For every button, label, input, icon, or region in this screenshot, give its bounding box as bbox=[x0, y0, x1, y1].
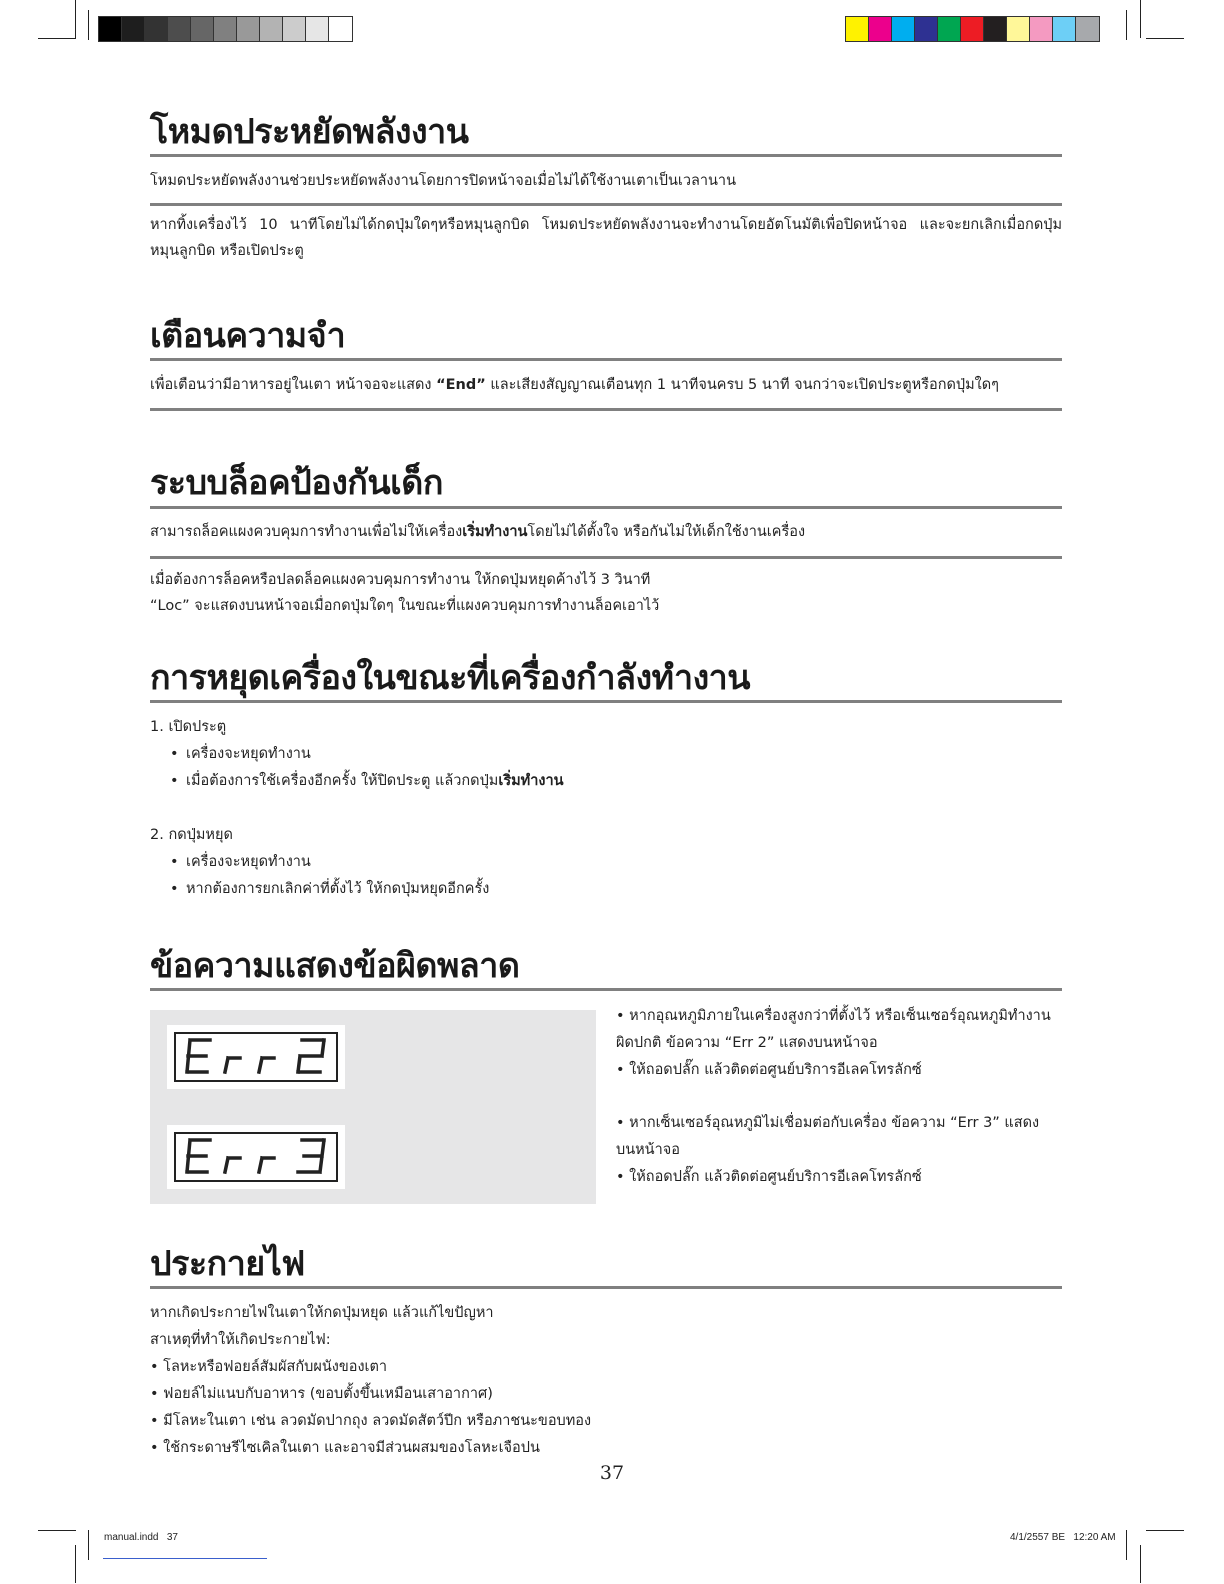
section-rule bbox=[150, 154, 1062, 157]
color-swatch bbox=[892, 17, 915, 41]
list-item: 2. กดปุ่มหยุด bbox=[150, 827, 233, 843]
color-swatch bbox=[122, 17, 145, 41]
crop-mark bbox=[1140, 0, 1141, 38]
crop-mark bbox=[38, 1530, 76, 1531]
section-rule bbox=[150, 506, 1062, 509]
color-swatch bbox=[260, 17, 283, 41]
section-title-errors: ข้อความแสดงข้อผิดพลาด bbox=[150, 946, 520, 986]
sparks-cause: • ฟอยล์ไม่แนบกับอาหาร (ขอบตั้งขึ้นเหมือนเสาอากาศ) bbox=[150, 1386, 493, 1402]
section-title-reminder: เตือนความจำ bbox=[150, 316, 346, 356]
color-swatch bbox=[145, 17, 168, 41]
section-rule bbox=[150, 1286, 1062, 1289]
section-rule bbox=[150, 700, 1062, 703]
stopping-list-1 bbox=[150, 714, 564, 795]
process-color-bar bbox=[845, 16, 1100, 42]
section-title-energy-saving: โหมดประหยัดพลังงาน bbox=[150, 112, 469, 152]
color-swatch bbox=[214, 17, 237, 41]
crop-mark bbox=[75, 1545, 76, 1583]
list-item: • หากต้องการยกเลิกค่าที่ตั้งไว้ ให้กดปุ่มหยุดอีกครั้ง bbox=[170, 881, 490, 897]
crop-mark bbox=[88, 10, 89, 40]
crop-mark bbox=[1146, 38, 1184, 39]
color-swatch bbox=[961, 17, 984, 41]
section-title-child-lock: ระบบล็อคป้องกันเด็ก bbox=[150, 463, 443, 503]
section-title-stopping: การหยุดเครื่องในขณะที่เครื่องกำลังทำงาน bbox=[150, 658, 751, 698]
crop-mark bbox=[88, 1530, 89, 1560]
list-item: 1. เปิดประตู bbox=[150, 719, 227, 735]
date-slug: 4/1/2557 BE 12:20 AM bbox=[1010, 1532, 1116, 1543]
crop-mark bbox=[38, 38, 76, 39]
seven-segment-err2 bbox=[176, 1032, 336, 1082]
color-swatch bbox=[869, 17, 892, 41]
color-swatch bbox=[1030, 17, 1053, 41]
color-swatch bbox=[1007, 17, 1030, 41]
crop-mark bbox=[1146, 1530, 1184, 1531]
color-swatch bbox=[984, 17, 1007, 41]
list-item: • เมื่อต้องการใช้เครื่องอีกครั้ง ให้ปิดประตู แล้วกดปุ่มเริ่มทำงาน bbox=[170, 773, 564, 789]
energy-detail: หากทิ้งเครื่องไว้ 10 นาทีโดยไม่ได้กดปุ่มใดๆหรือหมุนลูกบิด โหมดประหยัดพลังงานจะทำงานโดยอัตโนมัติเพื่อปิดหน้าจอ และจะยกเลิกเมื่อกดปุ่ม หมุนลูกบิด หรือเปิดประตู bbox=[150, 217, 1062, 259]
color-swatch bbox=[99, 17, 122, 41]
color-swatch bbox=[915, 17, 938, 41]
color-swatch bbox=[306, 17, 329, 41]
color-swatch bbox=[283, 17, 306, 41]
seven-segment-err3 bbox=[176, 1132, 336, 1182]
child-lock-instructions: เมื่อต้องการล็อคหรือปลดล็อคแผงควบคุมการทำงาน ให้กดปุ่มหยุดค้างไว้ 3 วินาที “Loc” จะแสดงบนหน้าจอเมื่อกดปุ่มใดๆ ในขณะที่แผงควบคุมการทำงานล็อคเอาไว้ bbox=[150, 572, 660, 614]
color-swatch bbox=[329, 17, 352, 41]
error-err2-description: • หากอุณหภูมิภายในเครื่องสูงกว่าที่ตั้งไว้ หรือเซ็นเซอร์อุณหภูมิทำงาน ผิดปกติ ข้อความ “Err 2” แสดงบนหน้าจอ • ให้ถอดปลั๊ก แล้วติดต่อศูนย์บริการอีเลคโทรลักซ์ bbox=[616, 1008, 1051, 1078]
error-display-err2 bbox=[168, 1026, 344, 1088]
color-swatch bbox=[1076, 17, 1099, 41]
crop-mark bbox=[1140, 1545, 1141, 1583]
error-display-err3 bbox=[168, 1126, 344, 1188]
sparks-cause: • โลหะหรือฟอยล์สัมผัสกับผนังของเตา bbox=[150, 1359, 388, 1375]
section-rule bbox=[150, 988, 1062, 991]
list-item: • เครื่องจะหยุดทำงาน bbox=[170, 854, 311, 870]
error-err3-description: • หากเซ็นเซอร์อุณหภูมิไม่เชื่อมต่อกับเครื่อง ข้อความ “Err 3” แสดง บนหน้าจอ • ให้ถอดปลั๊ก แล้วติดต่อศูนย์บริการอีเลคโทรลักซ์ bbox=[616, 1115, 1040, 1185]
color-swatch bbox=[191, 17, 214, 41]
crop-mark bbox=[1126, 1530, 1127, 1560]
file-slug: manual.indd 37 bbox=[104, 1532, 178, 1543]
list-item: • เครื่องจะหยุดทำงาน bbox=[170, 746, 311, 762]
paragraph-rule bbox=[150, 556, 1062, 559]
paragraph-rule bbox=[150, 203, 1062, 206]
color-swatch bbox=[938, 17, 961, 41]
greyscale-color-bar bbox=[98, 16, 353, 42]
section-rule bbox=[150, 358, 1062, 361]
section-title-sparks: ประกายไฟ bbox=[150, 1244, 305, 1284]
color-swatch bbox=[1053, 17, 1076, 41]
crop-mark bbox=[1126, 10, 1127, 40]
slug-underline bbox=[103, 1558, 267, 1559]
crop-mark bbox=[75, 0, 76, 38]
child-lock-intro: สามารถล็อคแผงควบคุมการทำงานเพื่อไม่ให้เครื่องเริ่มทำงานโดยไม่ได้ตั้งใจ หรือกันไม่ให้เด็กใช้งานเครื่อง bbox=[150, 524, 806, 540]
reminder-text: เพื่อเตือนว่ามีอาหารอยู่ในเตา หน้าจอจะแสดง “End” และเสียงสัญญาณเตือนทุก 1 นาทีจนครบ 5 นาที จนกว่าจะเปิดประตูหรือกดปุ่มใดๆ bbox=[150, 377, 999, 393]
paragraph-rule bbox=[150, 408, 1062, 411]
stopping-list-2 bbox=[150, 822, 489, 903]
energy-intro: โหมดประหยัดพลังงานช่วยประหยัดพลังงานโดยการปิดหน้าจอเมื่อไม่ได้ใช้งานเตาเป็นเวลานาน bbox=[150, 173, 736, 189]
page-number: 37 bbox=[599, 1462, 625, 1484]
sparks-cause: • ใช้กระดาษรีไซเคิลในเตา และอาจมีส่วนผสมของโลหะเจือปน bbox=[150, 1440, 540, 1456]
color-swatch bbox=[237, 17, 260, 41]
color-swatch bbox=[168, 17, 191, 41]
sparks-text: หากเกิดประกายไฟในเตาให้กดปุ่มหยุด แล้วแก้ไขปัญหา สาเหตุที่ทำให้เกิดประกายไฟ: • โลหะหรือฟอยล์สัมผัสกับผนังของเตา • ฟอยล์ไม่แนบกับอาหาร (ขอบตั้งขึ้นเหมือนเสาอากาศ) • มีโลหะในเตา เช่น ลวดมัดปากถุง ลวดมัดสัตว์ปีก หรือภาชนะขอบทอง • ใช้กระดาษรีไซเคิลในเตา และอาจมีส่วนผสมของโลหะเจือปน bbox=[150, 1300, 1050, 1462]
sparks-cause: • มีโลหะในเตา เช่น ลวดมัดปากถุง ลวดมัดสัตว์ปีก หรือภาชนะขอบทอง bbox=[150, 1413, 592, 1429]
color-swatch bbox=[846, 17, 869, 41]
